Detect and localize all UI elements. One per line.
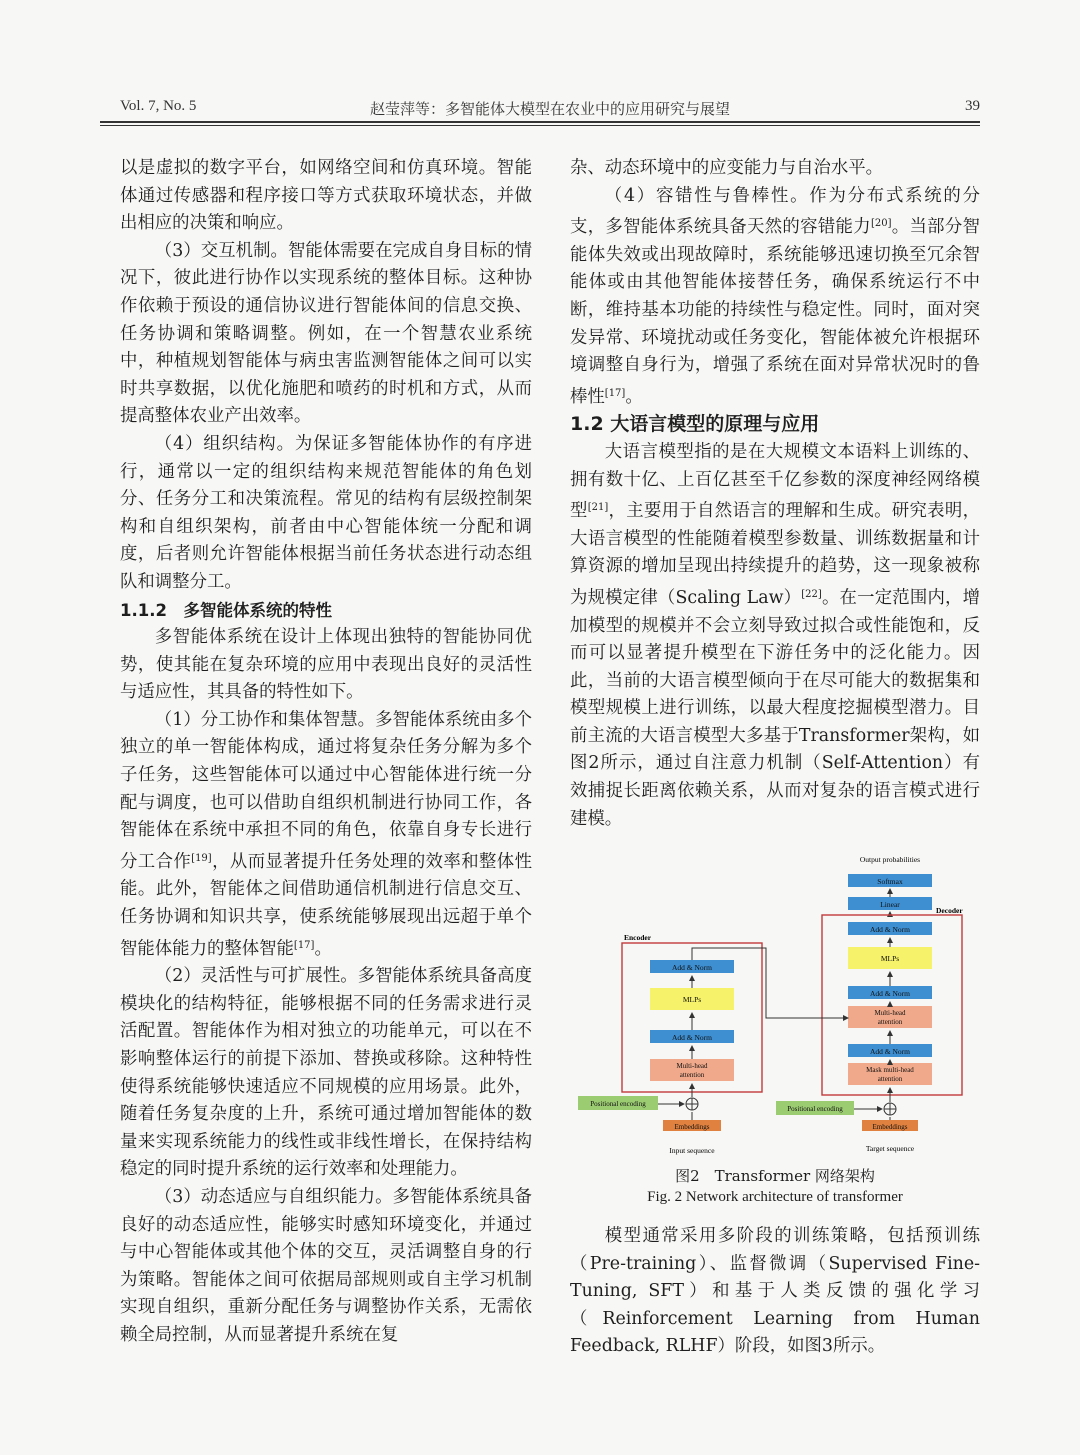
section-heading-1-1-2: 1.1.2 多智能体系统的特性: [120, 600, 332, 620]
dec-positional-encoding-label: Positional encoding: [787, 1105, 843, 1113]
enc-positional-encoding-label: Positional encoding: [590, 1100, 646, 1108]
text-run: 。: [314, 938, 332, 959]
input-sequence-label: Input sequence: [669, 1146, 715, 1155]
running-title: 赵莹萍等：多智能体大模型在农业中的应用研究与展望: [369, 102, 730, 118]
paragraph: 模型通常采用多阶段的训练策略，包括预训练（Pre-training）、监督微调（Supervised Fine-Tuning, SFT）和基于人类反馈的强化学习（Reinforcement Learning from Human Feedback, RLHF）阶段，如图3所示。: [570, 1226, 980, 1357]
citation[interactable]: [21]: [587, 502, 609, 514]
dec-cross-attention-label-1: Multi-head: [874, 1009, 906, 1017]
transformer-figure: [570, 852, 980, 1155]
section-heading-1-2: 1.2 大语言模型的原理与应用: [570, 413, 820, 436]
paragraph: 多智能体系统在设计上体现出独特的智能协同优势，使其能在复杂环境的应用中表现出良好的灵活性与适应性，其具备的特性如下。: [120, 627, 532, 703]
paragraph: 以是虚拟的数字平台，如网络空间和仿真环境。智能体通过传感器和程序接口等方式获取环境状态，并做出相应的决策和响应。: [120, 158, 532, 234]
citation[interactable]: [22]: [801, 588, 822, 600]
dec-mlps-label: MLPs: [880, 954, 900, 963]
dec-embeddings-label: Embeddings: [872, 1123, 908, 1131]
text-run: 。: [625, 386, 643, 407]
text-run: 。当部分智能体失效或出现故障时，系统能够迅速切换至冗余智能体或由其他智能体接替任务，确保系统运行不中断，维持基本功能的持续性与稳定性。同时，面对突发异常、环境扰动或任务变化，智能体被允许根据环境调整自身行为，增强了系统在面对异常状况时的鲁棒性: [570, 217, 980, 407]
enc-add-norm-1-label: Add & Norm: [672, 1033, 712, 1042]
enc-embeddings-label: Embeddings: [674, 1123, 710, 1131]
output-probabilities-label: Output probabilities: [859, 855, 921, 864]
target-sequence-label: Target sequence: [865, 1144, 915, 1153]
citation[interactable]: [17]: [293, 939, 315, 951]
paragraph: （4）组织结构。为保证多智能体协作的有序进行，通常以一定的组织结构来规范智能体的角色划分、任务分工和决策流程。常见的结构有层级控制架构和自组织架构，前者由中心智能体统一分配和调度，后者则允许智能体根据当前任务状态进行动态组队和调整分工。: [120, 433, 532, 592]
running-header: [120, 96, 980, 120]
dec-add-norm-1-label: Add & Norm: [870, 1047, 910, 1056]
enc-mlps-label: MLPs: [682, 995, 702, 1004]
volume-label: Vol. 7, No. 5: [120, 98, 197, 114]
dec-mask-attention-label-1: Mask multi-head: [866, 1066, 914, 1074]
paragraph: （3）交互机制。智能体需要在完成自身目标的情况下，彼此进行协作以实现系统的整体目标。这种协作依赖于预设的通信协议进行智能体间的信息交换、任务协调和策略调整。例如，在一个智慧农业系统中，种植规划智能体与病虫害监测智能体之间可以实时共享数据，以优化施肥和喷药的时机和方式，从而提高整体农业产出效率。: [120, 240, 532, 427]
citation[interactable]: [20]: [870, 218, 892, 230]
paragraph: 杂、动态环境中的应变能力与自治水平。: [570, 158, 884, 178]
left-column: [120, 155, 532, 1350]
linear-label: Linear: [880, 900, 900, 909]
citation[interactable]: [17]: [604, 387, 626, 399]
decoder-label: Decoder: [936, 906, 963, 915]
right-column-bottom: [570, 1223, 980, 1361]
paragraph: [570, 183, 980, 412]
transformer-diagram: [570, 852, 980, 1162]
text-run: （1）分工协作和集体智慧。多智能体系统由多个独立的单一智能体构成，通过将复杂任务分解为多个子任务，这些智能体可以通过中心智能体进行统一分配与调度，也可以借助自组织机制进行协同工作，各智能体在系统中承担不同的角色，依靠自身专长进行分工合作: [120, 709, 532, 872]
enc-add-norm-2-label: Add & Norm: [672, 963, 712, 972]
text-run: （4）容错性与鲁棒性。作为分布式系统的分支，多智能体系统具备天然的容错能力: [570, 185, 980, 238]
dec-mask-attention-label-2: attention: [877, 1075, 903, 1083]
paragraph: [120, 707, 532, 963]
text-run: 。在一定范围内，增加模型的规模并不会立刻导致过拟合或性能饱和，反而可以显著提升模型在下游任务中的泛化能力。因此，当前的大语言模型倾向于在尽可能大的数据集和模型规模上进行训练，以最大程度挖掘模型潜力。目前主流的大语言模型大多基于Transformer架构，如图2所示，通过自注意力机制（Self-Attention）有效捕捉长距离依赖关系，从而对复杂的语言模式进行建模。: [570, 587, 980, 829]
dec-cross-attention-label-2: attention: [877, 1018, 903, 1026]
paragraph: （2）灵活性与可扩展性。多智能体系统具备高度模块化的结构特征，能够根据不同的任务需求进行灵活配置。智能体作为相对独立的功能单元，可以在不影响整体运行的前提下添加、替换或移除。这种特性使得系统能够快速适应不同规模的应用场景。此外，随着任务复杂度的上升，系统可通过增加智能体的数量来实现系统能力的线性或非线性增长，在保持结构稳定的同时提升系统的运行效率和处理能力。: [120, 966, 532, 1180]
encoder-label: Encoder: [624, 933, 652, 942]
header-rule-thin: [100, 125, 980, 126]
dec-add-norm-3-label: Add & Norm: [870, 925, 910, 934]
enc-attention-label-1: Multi-head: [676, 1062, 708, 1070]
figure-caption-cn: 图2 Transformer 网络架构: [675, 1167, 875, 1185]
text-run: ，主要用于自然语言的理解和生成。研究表明，大语言模型的性能随着模型参数量、训练数据量和计算资源的增加呈现出持续提升的趋势，这一现象被称为规模定律（Scaling Law）: [570, 501, 980, 608]
paragraph: [570, 439, 980, 833]
softmax-label: Softmax: [877, 877, 903, 886]
paragraph: （3）动态适应与自组织能力。多智能体系统具备良好的动态适应性，能够实时感知环境变化，并通过与中心智能体或其他个体的交互，灵活调整自身的行为策略。智能体之间可依据局部规则或自主学习机制实现自组织，重新分配任务与调整协作关系，无需依赖全局控制，从而显著提升系统在复: [120, 1186, 532, 1345]
citation[interactable]: [19]: [191, 852, 212, 864]
header-rule-thick: [100, 121, 980, 123]
text-run: 大语言模型指的是在大规模文本语料上训练的、拥有数十亿、上百亿甚至千亿参数的深度神经网络模型: [570, 441, 980, 522]
text-run: ，从而显著提升任务处理的效率和整体性能。此外，智能体之间借助通信机制进行信息交互、任务协调和知识共享，使系统能够展现出远超于单个智能体能力的整体智能: [120, 851, 532, 959]
dec-add-norm-2-label: Add & Norm: [870, 989, 910, 998]
figure-caption-en: Fig. 2 Network architecture of transformer: [647, 1189, 903, 1205]
page-number: 39: [965, 98, 980, 114]
right-column: [570, 155, 980, 833]
enc-attention-label-2: attention: [679, 1071, 705, 1079]
